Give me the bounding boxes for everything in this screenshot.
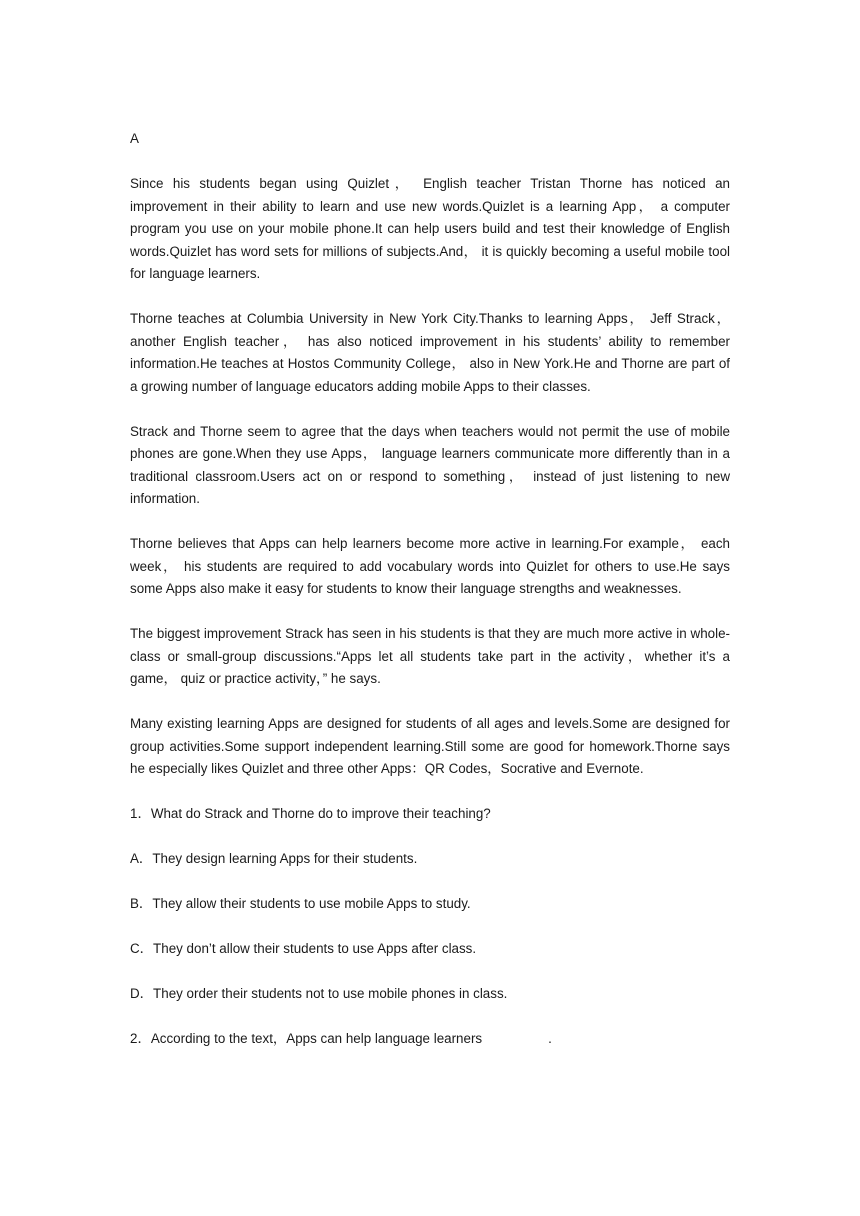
question-1-option-d: D．They order their students not to use mobile phones in class. bbox=[130, 986, 508, 1001]
question-1-stem: 1．What do Strack and Thorne do to improve their teaching? bbox=[130, 806, 491, 821]
question-1-option-a: A．They design learning Apps for their students. bbox=[130, 851, 418, 866]
question-1-option-c: C．They don’t allow their students to use Apps after class. bbox=[130, 941, 477, 956]
passage-paragraph-5: The biggest improvement Strack has seen in his students is that they are much more active in whole-class or small-group discussions.“Apps let all students take part in the activity，whether it’s a game， quiz or practice activity，” he says. bbox=[130, 626, 730, 686]
document-content bbox=[130, 128, 730, 1073]
question-2-stem-end: . bbox=[548, 1031, 552, 1046]
passage-paragraph-6: Many existing learning Apps are designed for students of all ages and levels.Some are designed for group activities.Some support independent learning.Still some are good for homework.Thorne says he especially likes Quizlet and three other Apps：QR Codes，Socrative and Evernote. bbox=[130, 716, 730, 776]
passage-paragraph-1: Since his students began using Quizlet， English teacher Tristan Thorne has noticed an improvement in their ability to learn and use new words.Quizlet is a learning App， a computer program you use on your mobile phone.It can help users build and test their knowledge of English words.Quizlet has word sets for millions of subjects.And， it is quickly becoming a useful mobile tool for language learners. bbox=[130, 176, 730, 281]
question-2-stem: 2．According to the text，Apps can help language learners bbox=[130, 1031, 483, 1046]
passage-paragraph-4: Thorne believes that Apps can help learners become more active in learning.For example， each week， his students are required to add vocabulary words into Quizlet for others to use.He says some Apps also make it easy for students to know their language strengths and weaknesses. bbox=[130, 536, 730, 596]
section-label: A bbox=[130, 131, 139, 146]
question-2 bbox=[130, 1028, 730, 1051]
passage-paragraph-2: Thorne teaches at Columbia University in New York City.Thanks to learning Apps， Jeff Strack， another English teacher， has also noticed improvement in his students’ ability to remember information.He teaches at Hostos Community College， also in New York.He and Thorne are part of a growing number of language educators adding mobile Apps to their classes. bbox=[130, 311, 730, 394]
passage-paragraph-3: Strack and Thorne seem to agree that the days when teachers would not permit the use of mobile phones are gone.When they use Apps， language learners communicate more differently than in a traditional classroom.Users act on or respond to something， instead of just listening to new information. bbox=[130, 423, 730, 506]
question-1-option-b: B．They allow their students to use mobile Apps to study. bbox=[130, 896, 471, 911]
